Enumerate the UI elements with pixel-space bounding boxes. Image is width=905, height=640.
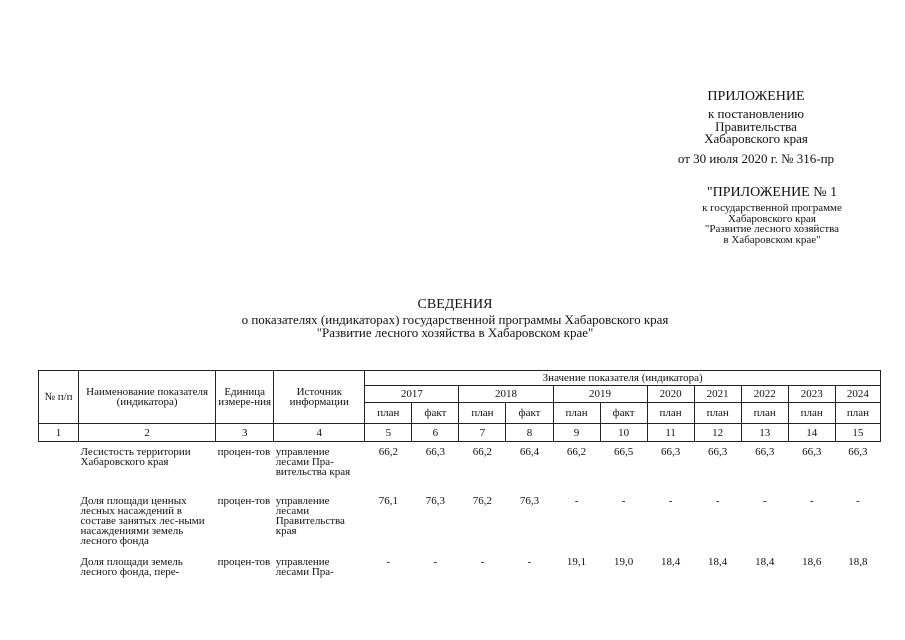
value-cell: 66,2 — [472, 446, 493, 458]
value-cell: 19,0 — [613, 556, 634, 568]
indicator-name: Доля площади земель лесного фонда, пере- — [80, 556, 183, 578]
header-year: 2020 — [647, 386, 694, 403]
column-number: 13 — [741, 424, 788, 442]
table-row — [39, 552, 881, 597]
value-cell: - — [856, 495, 860, 507]
appendix-title: ПРИЛОЖЕНИЕ — [707, 89, 805, 104]
value-cell: - — [386, 556, 391, 568]
value-cell: 66,3 — [708, 446, 728, 458]
indicator-name: Доля площади ценных лесных насаждений в составе занятых лес-ными насаждениями земель лесного фонда — [80, 495, 205, 547]
appendix-1-block — [676, 186, 868, 245]
header-sub: план — [459, 403, 506, 424]
indicator-source: управление лесами Пра-вительства края — [275, 446, 351, 478]
column-number: 8 — [506, 424, 553, 442]
value-cell: - — [809, 495, 814, 507]
indicator-unit: процен-тов — [217, 556, 271, 568]
row-number-cell — [39, 442, 79, 492]
value-cell: - — [762, 495, 767, 507]
appendix-line: к постановлению — [707, 106, 805, 121]
appendix-1-line: в Хабаровском крае" — [723, 233, 821, 246]
value-cell: 66,3 — [425, 446, 445, 458]
value-cell: - — [433, 556, 438, 568]
indicator-name: Лесистость территории Хабаровского края — [80, 446, 191, 468]
title-line-1: о показателях (индикаторах) государственной программы Хабаровского края — [241, 312, 669, 327]
value-cell: 66,3 — [802, 446, 822, 458]
value-cell: - — [480, 556, 485, 568]
row-number-cell — [39, 552, 79, 597]
value-cell: - — [621, 495, 626, 507]
header-sub: план — [694, 403, 741, 424]
column-number: 4 — [274, 424, 365, 442]
appendix-1-title: "ПРИЛОЖЕНИЕ № 1 — [706, 185, 838, 200]
document-title — [180, 297, 730, 339]
header-value-group: Значение показателя (индикатора) — [365, 371, 881, 386]
value-cell: - — [715, 495, 720, 507]
title-line-2: "Развитие лесного хозяйства в Хабаровском крае" — [316, 325, 594, 340]
column-number: 6 — [412, 424, 459, 442]
appendix-1-line: к государственной программе — [702, 202, 842, 214]
appendix-date: от 30 июля 2020 г. № 316-пр — [677, 150, 835, 166]
appendix-line: Правительства — [715, 118, 797, 134]
column-number: 9 — [553, 424, 600, 442]
header-year: 2024 — [835, 386, 880, 403]
header-name: Наименование показателя (индикатора) — [79, 371, 216, 424]
column-number: 5 — [365, 424, 412, 442]
value-cell: 66,3 — [848, 446, 868, 458]
header-year: 2023 — [788, 386, 835, 403]
value-cell: 76,2 — [472, 495, 493, 507]
header-year: 2019 — [553, 386, 647, 403]
header-year: 2018 — [459, 386, 553, 403]
value-cell: 76,3 — [519, 495, 540, 507]
appendix-1-line: Хабаровского края — [728, 212, 816, 225]
value-cell: - — [527, 556, 532, 568]
indicators-table — [38, 370, 881, 597]
value-cell: 76,1 — [378, 495, 398, 507]
table-row — [39, 491, 881, 552]
indicator-source: управление лесами Пра- — [275, 556, 334, 578]
value-cell: 66,4 — [519, 446, 540, 458]
value-cell: 18,4 — [708, 556, 728, 568]
header-sub: факт — [506, 403, 553, 424]
value-cell: 18,6 — [802, 556, 822, 568]
header-sub: план — [553, 403, 600, 424]
appendix-block — [640, 90, 872, 166]
header-source: Источник информации — [274, 371, 365, 424]
value-cell: - — [668, 495, 673, 507]
header-sub: план — [788, 403, 835, 424]
title-heading: СВЕДЕНИЯ — [417, 297, 493, 312]
indicator-unit: процен-тов — [217, 495, 271, 507]
value-cell: 66,3 — [755, 446, 775, 458]
appendix-line: Хабаровского края — [704, 131, 808, 146]
column-number: 3 — [216, 424, 274, 442]
header-year: 2022 — [741, 386, 788, 403]
value-cell: - — [574, 495, 579, 507]
value-cell: 66,3 — [660, 446, 681, 458]
header-sub: план — [741, 403, 788, 424]
header-sub: план — [647, 403, 694, 424]
column-number: 1 — [39, 424, 79, 442]
value-cell: 76,3 — [425, 495, 445, 507]
value-cell: 66,2 — [566, 446, 587, 458]
indicator-source: управление лесами Правительства края — [275, 495, 345, 537]
appendix-1-line: "Развитие лесного хозяйства — [704, 223, 840, 235]
value-cell: 19,1 — [566, 556, 587, 568]
value-cell: 18,8 — [848, 556, 868, 568]
column-number: 10 — [600, 424, 647, 442]
value-cell: 18,4 — [755, 556, 775, 568]
column-number: 12 — [694, 424, 741, 442]
column-number: 15 — [835, 424, 880, 442]
header-sub: факт — [412, 403, 459, 424]
header-year: 2021 — [694, 386, 741, 403]
header-year: 2017 — [365, 386, 459, 403]
column-number: 7 — [459, 424, 506, 442]
row-number-cell — [39, 491, 79, 552]
indicator-unit: процен-тов — [217, 446, 271, 458]
header-sub: факт — [600, 403, 647, 424]
column-number: 11 — [647, 424, 694, 442]
value-cell: 66,5 — [613, 446, 634, 458]
header-num: № п/п — [39, 371, 79, 424]
value-cell: 66,2 — [378, 446, 398, 458]
value-cell: 18,4 — [660, 556, 681, 568]
header-sub: план — [365, 403, 412, 424]
header-unit: Единица измере-ния — [216, 371, 274, 424]
header-sub: план — [835, 403, 880, 424]
column-number: 14 — [788, 424, 835, 442]
table-row — [39, 442, 881, 492]
column-number: 2 — [79, 424, 216, 442]
